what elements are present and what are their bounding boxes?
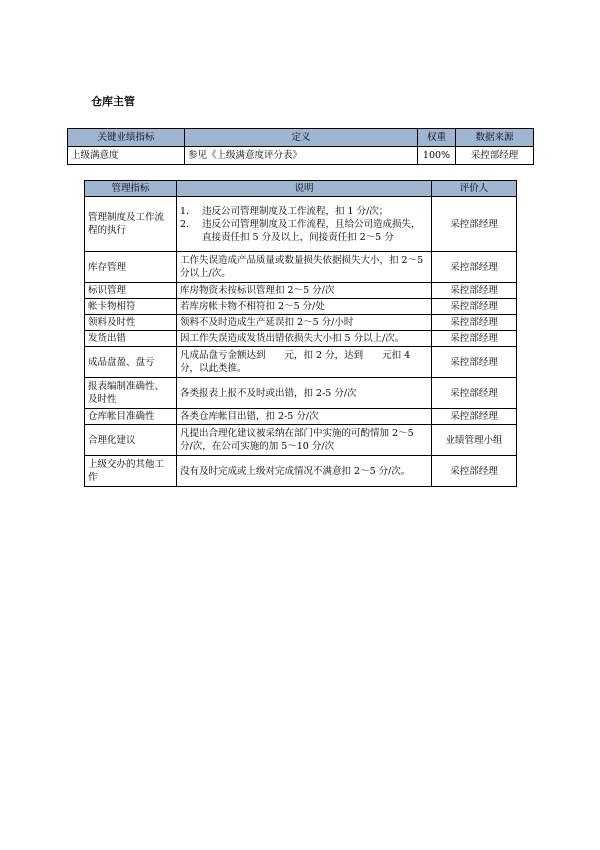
description-list <box>180 205 428 244</box>
indicator-cell: 成品盘盈、盘亏 <box>85 347 177 378</box>
description-cell: 领料不及时造成生产延误扣 2～5 分/小时 <box>177 315 432 331</box>
table-row <box>85 299 517 315</box>
description-cell: 因工作失误造成发货出错依损失大小扣 5 分以上/次。 <box>177 331 432 347</box>
page-title: 仓库主管 <box>91 95 135 108</box>
table-row <box>85 252 517 283</box>
kpi-header-source: 数据来源 <box>456 129 534 147</box>
list-text: 违反公司管理制度及工作流程，扣 1 分/次； <box>202 205 389 217</box>
kpi-header-row <box>68 129 534 147</box>
description-cell: 凡成品盘亏金额达到 元，扣 2 分，达到 元扣 4 分，以此类推。 <box>177 347 432 378</box>
indicator-cell: 领料及时性 <box>85 315 177 331</box>
evaluator-cell: 采控部经理 <box>432 409 517 425</box>
description-cell: 没有及时完成或上级对完成情况不满意扣 2～5 分/次。 <box>177 456 432 487</box>
kpi-indicator-cell: 上级满意度 <box>68 147 185 165</box>
table-row <box>85 331 517 347</box>
kpi-definition-cell: 参见《上级满意度评分表》 <box>185 147 418 165</box>
table-row <box>85 315 517 331</box>
kpi-source-cell: 采控部经理 <box>456 147 534 165</box>
description-cell: 凡提出合理化建议被采纳在部门中实施的可酌情加 2～5 分/次，在公司实施的加 5～10 分/次 <box>177 425 432 456</box>
evaluator-cell: 采控部经理 <box>432 315 517 331</box>
evaluator-cell: 采控部经理 <box>432 456 517 487</box>
description-cell: 库房物资未按标识管理扣 2～5 分/次 <box>177 283 432 299</box>
kpi-header-weight: 权重 <box>418 129 456 147</box>
indicator-cell: 库存管理 <box>85 252 177 283</box>
table-row <box>85 197 517 252</box>
indicator-cell: 发货出错 <box>85 331 177 347</box>
indicator-cell: 报表编制准确性、及时性 <box>85 378 177 409</box>
evaluator-cell: 采控部经理 <box>432 252 517 283</box>
evaluator-cell: 采控部经理 <box>432 197 517 252</box>
kpi-weight-cell: 100% <box>418 147 456 165</box>
indicator-cell: 仓库帐目准确性 <box>85 409 177 425</box>
description-cell: 若库房帐卡物不相符扣 2～5 分/处 <box>177 299 432 315</box>
indicator-cell: 上级交办的其他工作 <box>85 456 177 487</box>
list-number: 1. <box>180 205 190 217</box>
list-item <box>180 205 428 218</box>
mgmt-header-row <box>85 181 517 197</box>
table-row <box>85 347 517 378</box>
indicator-cell: 合理化建议 <box>85 425 177 456</box>
table-row <box>85 456 517 487</box>
list-text: 违反公司管理制度及工作流程，且给公司造成损失，直接责任扣 5 分及以上，间接责任扣 2～5 分 <box>202 218 421 243</box>
evaluator-cell: 采控部经理 <box>432 331 517 347</box>
description-cell: 工作失误造成产品质量或数量损失依据损失大小，扣 2～5 分以上/次。 <box>177 252 432 283</box>
evaluator-cell: 采控部经理 <box>432 347 517 378</box>
management-table <box>84 180 517 487</box>
evaluator-cell: 采控部经理 <box>432 299 517 315</box>
evaluator-cell: 业绩管理小组 <box>432 425 517 456</box>
table-row <box>85 378 517 409</box>
kpi-header-indicator: 关键业绩指标 <box>68 129 185 147</box>
table-row <box>68 147 534 165</box>
mgmt-header-indicator: 管理指标 <box>85 181 177 197</box>
description-cell <box>177 197 432 252</box>
table-row <box>85 425 517 456</box>
kpi-header-definition: 定义 <box>185 129 418 147</box>
indicator-cell: 管理制度及工作流程的执行 <box>85 197 177 252</box>
indicator-cell: 标识管理 <box>85 283 177 299</box>
table-row <box>85 283 517 299</box>
description-cell: 各类仓库帐目出错，扣 2-5 分/次 <box>177 409 432 425</box>
evaluator-cell: 采控部经理 <box>432 378 517 409</box>
mgmt-header-evaluator: 评价人 <box>432 181 517 197</box>
evaluator-cell: 采控部经理 <box>432 283 517 299</box>
description-cell: 各类报表上报不及时或出错，扣 2-5 分/次 <box>177 378 432 409</box>
mgmt-header-description: 说明 <box>177 181 432 197</box>
indicator-cell: 帐卡物相符 <box>85 299 177 315</box>
kpi-table <box>67 128 534 165</box>
table-row <box>85 409 517 425</box>
list-number: 2. <box>180 218 190 230</box>
list-item <box>180 218 428 244</box>
